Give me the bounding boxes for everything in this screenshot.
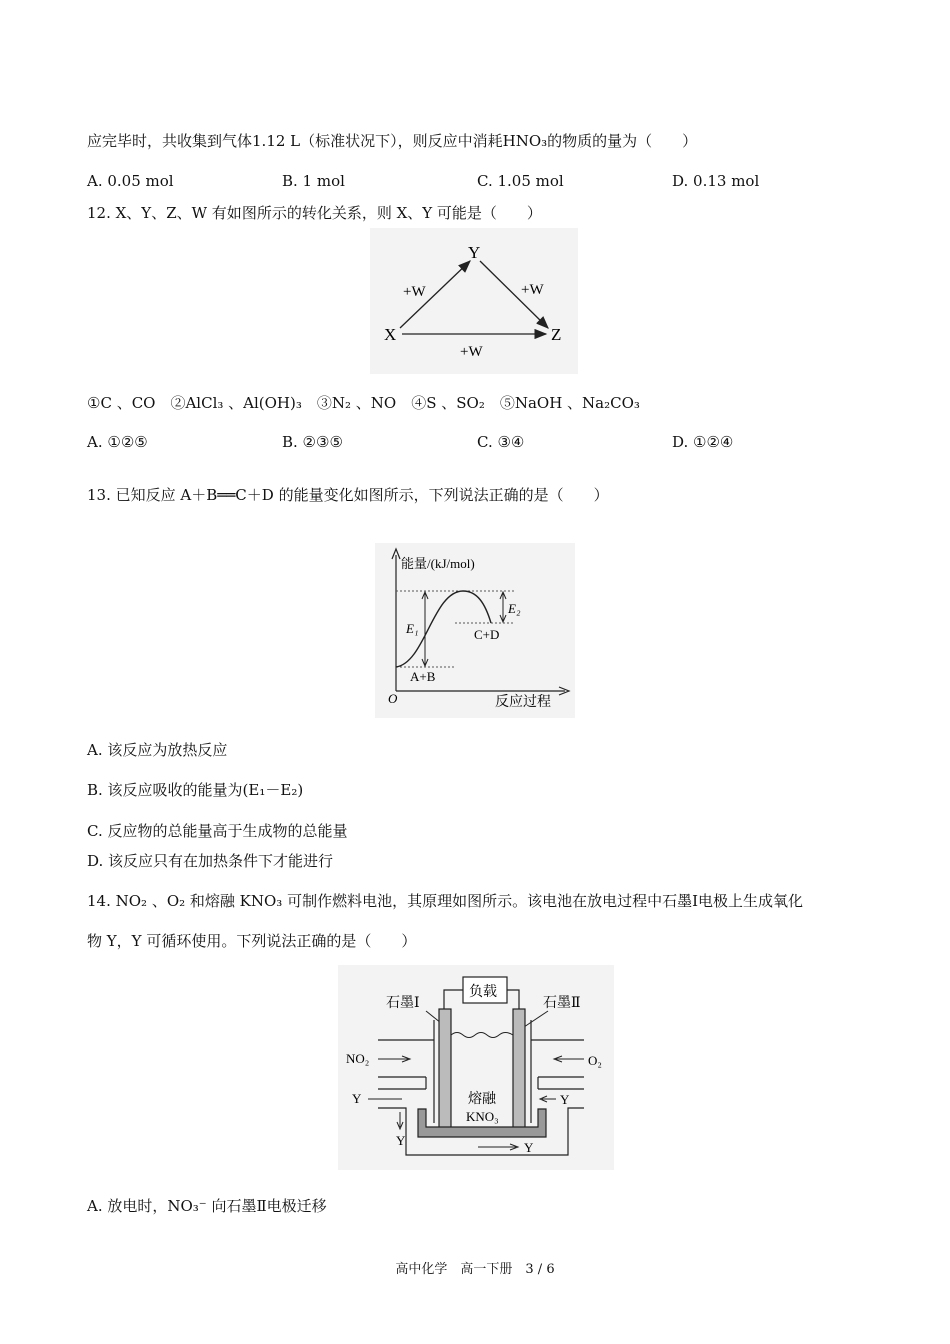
q14-stem-line2: 物 Y，Y 可循环使用。下列说法正确的是（ ） [87, 932, 417, 950]
load-label: 负载 [469, 985, 497, 1000]
q14-option-a: A. 放电时，NO₃⁻ 向石墨Ⅱ电极迁移 [87, 1197, 327, 1215]
q12-choices: ①C 、CO ②AlCl₃ 、Al(OH)₃ ③N₂ 、NO ④S 、SO₂ ⑤NaOH 、Na₂CO₃ [87, 394, 640, 412]
page-footer: 高中化学 高一下册 3 / 6 [395, 1262, 555, 1277]
y-label-down: Y [396, 1133, 406, 1148]
y-axis-label: 能量/(kJ/mol) [401, 556, 475, 571]
right-electrode-label: 石墨Ⅱ [543, 996, 581, 1011]
e2-label: E₂ [508, 601, 521, 616]
origin-label: O [388, 691, 398, 706]
x-axis-label: 反应过程 [495, 695, 551, 710]
e1-label: E₁ [406, 621, 419, 636]
q12-option-c: C. ③④ [477, 433, 525, 451]
q12-option-d: D. ①②④ [672, 433, 734, 451]
node-y: Y [468, 243, 481, 262]
y-label-left: Y [352, 1091, 362, 1106]
products-label: C+D [474, 627, 500, 642]
label-w-right: +W [521, 282, 544, 298]
electrolyte-label-1: 熔融 [468, 1092, 496, 1107]
q12-option-a: A. ①②⑤ [87, 433, 148, 451]
q11-option-d: D. 0.13 mol [672, 172, 760, 190]
q13-option-a: A. 该反应为放热反应 [87, 741, 228, 759]
no2-label: NO₂ [346, 1051, 370, 1066]
q13-option-c: C. 反应物的总能量高于生成物的总能量 [87, 822, 348, 840]
q13-energy-diagram [375, 543, 575, 718]
q12-option-b: B. ②③⑤ [282, 433, 343, 451]
node-z: Z [551, 325, 562, 344]
right-electrode [513, 1009, 525, 1133]
q13-stem: 13. 已知反应 A＋B══C＋D 的能量变化如图所示，下列说法正确的是（ ） [87, 486, 609, 504]
q13-option-d: D. 该反应只有在加热条件下才能进行 [87, 852, 334, 870]
node-x: X [384, 325, 397, 344]
q12-triangle-diagram [370, 228, 578, 374]
left-electrode [439, 1009, 451, 1133]
q11-option-b: B. 1 mol [282, 172, 345, 190]
q11-stem-tail: 应完毕时，共收集到气体1.12 L（标准状况下），则反应中消耗HNO₃的物质的量为（ ） [87, 132, 698, 150]
label-w-bottom: +W [460, 344, 483, 360]
label-w-left: +W [403, 284, 426, 300]
q11-option-c: C. 1.05 mol [477, 172, 564, 190]
q14-stem-line1: 14. NO₂ 、O₂ 和熔融 KNO₃ 可制作燃料电池，其原理如图所示。该电池在放电过程中石墨Ⅰ电极上生成氧化 [87, 892, 804, 910]
q14-fuel-cell-diagram [338, 965, 614, 1170]
q13-option-b: B. 该反应吸收的能量为(E₁－E₂) [87, 781, 304, 799]
y-label-bottom: Y [524, 1140, 534, 1155]
left-electrode-label: 石墨Ⅰ [386, 996, 420, 1011]
reactants-label: A+B [410, 669, 436, 684]
q12-options [87, 433, 867, 451]
electrolyte-label-2: KNO₃ [466, 1109, 499, 1124]
o2-label: O₂ [588, 1053, 602, 1068]
q11-option-a: A. 0.05 mol [87, 172, 174, 190]
q12-stem: 12. X、Y、Z、W 有如图所示的转化关系，则 X、Y 可能是（ ） [87, 204, 542, 222]
q11-options [87, 172, 867, 190]
y-label-right: Y [560, 1092, 570, 1107]
